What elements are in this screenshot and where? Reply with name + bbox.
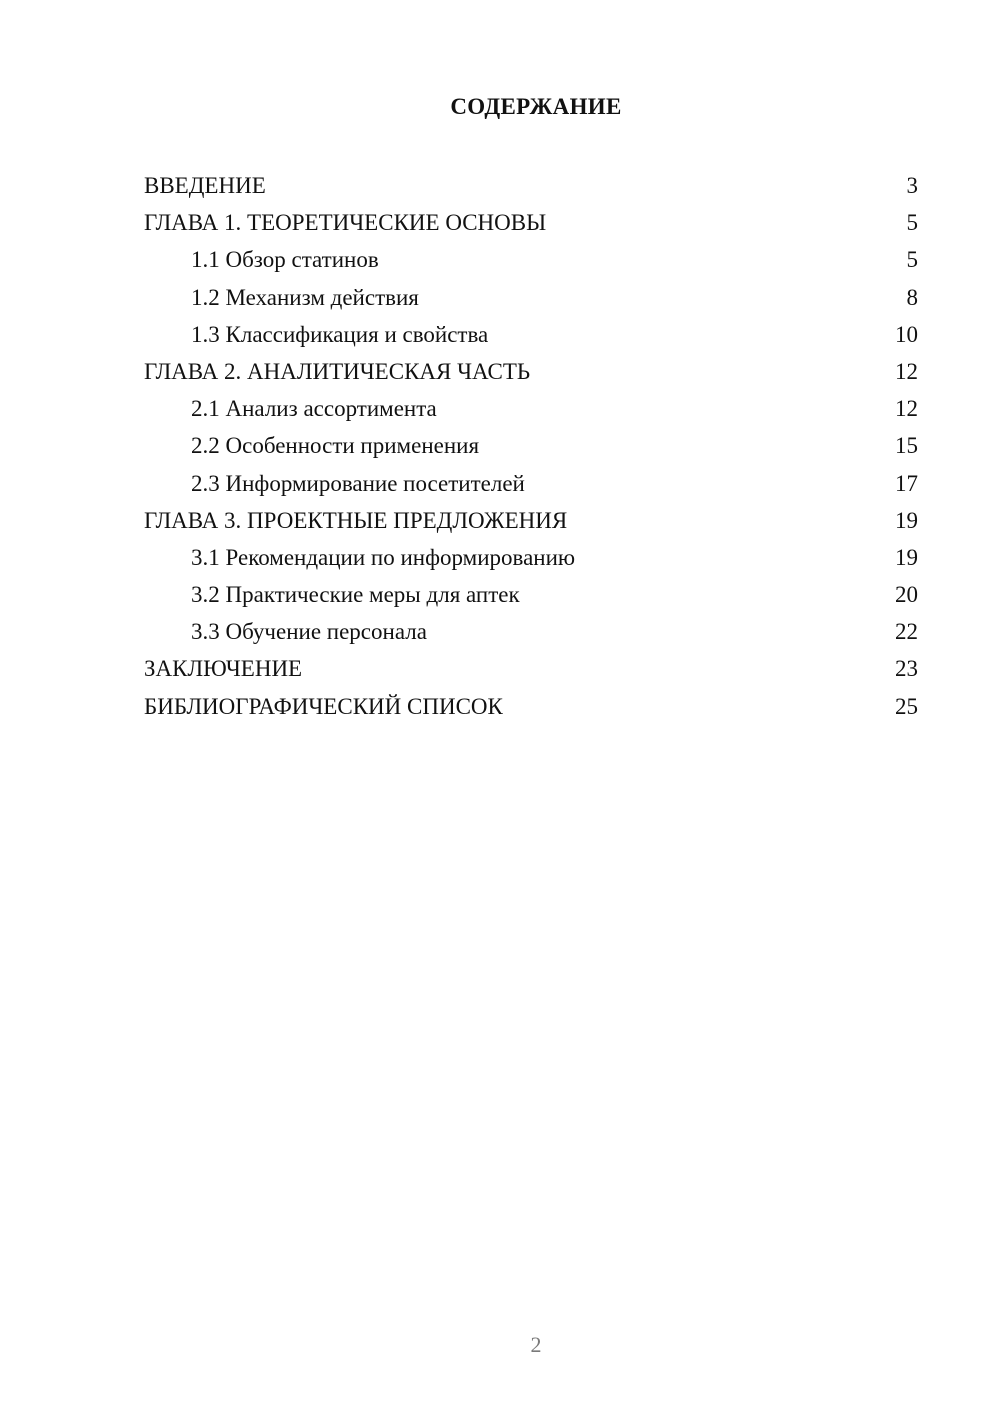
- toc-entry-page: 5: [906, 210, 918, 236]
- toc-entry-label: ГЛАВА 2. АНАЛИТИЧЕСКАЯ ЧАСТЬ: [144, 358, 531, 384]
- toc-entry-page: 19: [895, 507, 918, 533]
- toc-subentry: [144, 539, 918, 576]
- toc-entry-label: 2.2 Особенности применения: [191, 433, 480, 459]
- table-of-contents: [144, 167, 918, 725]
- toc-subentry: [144, 427, 918, 464]
- toc-entry-label: 1.3 Классификация и свойства: [191, 321, 489, 347]
- toc-entry-page: 25: [895, 693, 918, 719]
- toc-entry: [144, 502, 918, 539]
- toc-subentry: [144, 279, 918, 316]
- toc-entry-page: 12: [895, 358, 918, 384]
- toc-entry-page: 19: [895, 544, 918, 570]
- toc-entry-page: 3: [906, 173, 918, 198]
- toc-entry-label: 3.1 Рекомендации по информированию: [191, 544, 576, 570]
- toc-entry-label: 2.3 Информирование посетителей: [191, 470, 525, 496]
- toc-entry-label: БИБЛИОГРАФИЧЕСКИЙ СПИСОК: [144, 693, 503, 719]
- toc-entry-page: 15: [895, 433, 918, 459]
- toc-entry-page: 8: [906, 284, 918, 310]
- toc-entry: [144, 167, 918, 204]
- toc-entry-page: 20: [895, 582, 918, 608]
- toc-entry: [144, 204, 918, 241]
- page-title: СОДЕРЖАНИЕ: [450, 94, 622, 119]
- toc-subentry: [144, 316, 918, 353]
- toc-subentry: [144, 390, 918, 427]
- toc-entry-label: ВВЕДЕНИЕ: [144, 173, 266, 198]
- toc-entry-page: 23: [895, 656, 918, 682]
- toc-entry-page: 5: [906, 247, 918, 273]
- toc-entry: [144, 650, 918, 687]
- toc-entry-label: ГЛАВА 3. ПРОЕКТНЫЕ ПРЕДЛОЖЕНИЯ: [144, 507, 568, 533]
- toc-entry-label: 1.1 Обзор статинов: [191, 247, 379, 273]
- toc-entry-page: 10: [895, 321, 918, 347]
- toc-entry-label: 3.2 Практические меры для аптек: [191, 582, 520, 608]
- toc-entry-page: 12: [895, 396, 918, 422]
- toc-entry-page: 17: [895, 470, 918, 496]
- toc-subentry: [144, 613, 918, 650]
- toc-subentry: [144, 465, 918, 502]
- toc-entry-page: 22: [895, 619, 918, 645]
- page-number: 2: [530, 1332, 542, 1357]
- toc-entry-label: ГЛАВА 1. ТЕОРЕТИЧЕСКИЕ ОСНОВЫ: [144, 210, 547, 236]
- toc-entry-label: 1.2 Механизм действия: [191, 284, 419, 310]
- toc-entry: [144, 353, 918, 390]
- toc-subentry: [144, 241, 918, 278]
- toc-entry: [144, 688, 918, 725]
- toc-entry-label: ЗАКЛЮЧЕНИЕ: [144, 656, 303, 682]
- toc-entry-label: 2.1 Анализ ассортимента: [191, 396, 437, 422]
- toc-subentry: [144, 576, 918, 613]
- toc-entry-label: 3.3 Обучение персонала: [191, 619, 427, 645]
